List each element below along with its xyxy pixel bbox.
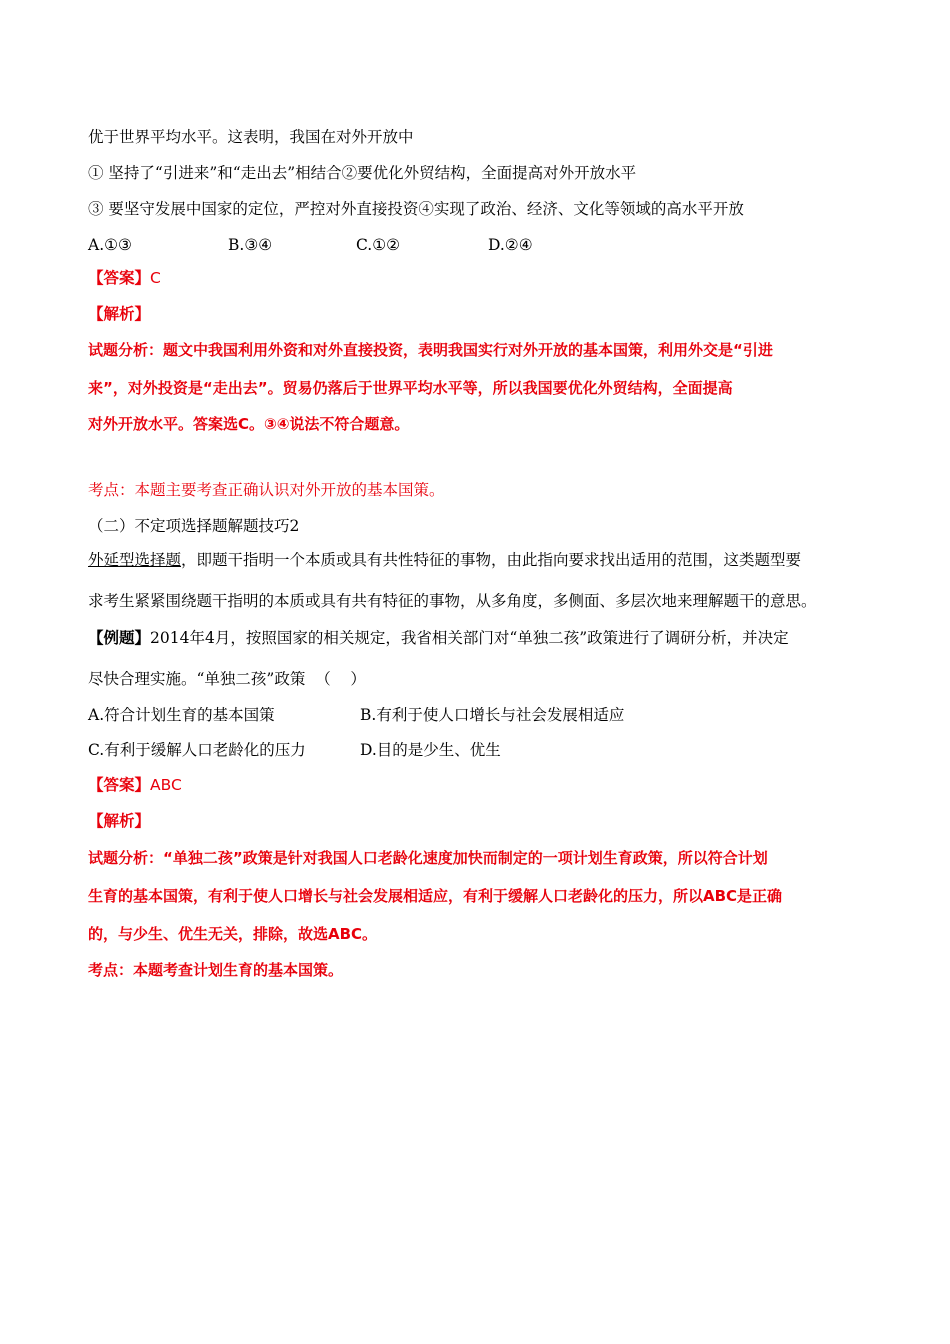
analysis-line: 来”，对外投资是“走出去”。贸易仍落后于世界平均水平等，所以我国要优化外贸结构，全面提高 <box>88 379 733 397</box>
option-a: A.①③ <box>88 236 132 254</box>
analysis-line: 对外开放水平。答案选C。③④说法不符合题意。 <box>88 415 410 433</box>
answer-line <box>88 775 182 795</box>
option-b: B.③④ <box>228 236 273 254</box>
analysis-line: 试题分析：题文中我国利用外资和对外直接投资，表明我国实行对外开放的基本国策，利用外交是“引进 <box>88 341 773 359</box>
option-c: C.有利于缓解人口老龄化的压力 <box>88 741 306 759</box>
option-a: A.符合计划生育的基本国策 <box>88 706 275 724</box>
example-stem-line: 尽快合理实施。“单独二孩”政策 （ ） <box>88 670 366 688</box>
example-stem: 2014年4月，按照国家的相关规定，我省相关部门对“单独二孩”政策进行了调研分析，并决定 <box>150 629 789 647</box>
option-b: B.有利于使人口增长与社会发展相适应 <box>360 706 625 724</box>
section-intro-line <box>88 550 801 570</box>
example-stem-line <box>88 628 789 648</box>
answer-value: C <box>150 269 161 287</box>
example-label: 【例题】 <box>88 628 151 647</box>
section-intro-line: 求考生紧紧围绕题干指明的本质或具有共有特征的事物，从多角度，多侧面、多层次地来理解题干的意思。 <box>88 592 817 610</box>
kaodian: 考点：本题考查计划生育的基本国策。 <box>88 961 344 979</box>
answer-value: ABC <box>150 776 182 794</box>
analysis-line: 试题分析：“单独二孩”政策是针对我国人口老龄化速度加快而制定的一项计划生育政策，所以符合计划 <box>88 849 768 867</box>
option-d: D.目的是少生、优生 <box>360 741 501 759</box>
section-heading: （二）不定项选择题解题技巧2 <box>88 517 300 535</box>
intro-rest: ，即题干指明一个本质或具有共性特征的事物，由此指向要求找出适用的范围，这类题型要 <box>181 551 802 569</box>
analysis-line: 生育的基本国策，有利于使人口增长与社会发展相适应，有利于缓解人口老龄化的压力，所以ABC是正确 <box>88 887 783 905</box>
statement-3-4: ③ 要坚守发展中国家的定位，严控对外直接投资④实现了政治、经济、文化等领域的高水平开放 <box>88 200 744 218</box>
analysis-line: 的，与少生、优生无关，排除，故选ABC。 <box>88 925 378 943</box>
kaodian: 考点：本题主要考查正确认识对外开放的基本国策。 <box>88 481 445 499</box>
analysis-label: 【解析】 <box>88 811 151 830</box>
option-d: D.②④ <box>488 236 533 254</box>
term-underlined: 外延型选择题 <box>88 551 182 569</box>
question-stem-tail: 优于世界平均水平。这表明，我国在对外开放中 <box>88 128 414 146</box>
answer-label: 【答案】 <box>88 268 151 287</box>
answer-label: 【答案】 <box>88 775 151 794</box>
option-c: C.①② <box>356 236 401 254</box>
statement-1-2: ① 坚持了“引进来”和“走出去”相结合②要优化外贸结构，全面提高对外开放水平 <box>88 164 637 182</box>
answer-line <box>88 268 161 288</box>
analysis-label: 【解析】 <box>88 304 151 323</box>
